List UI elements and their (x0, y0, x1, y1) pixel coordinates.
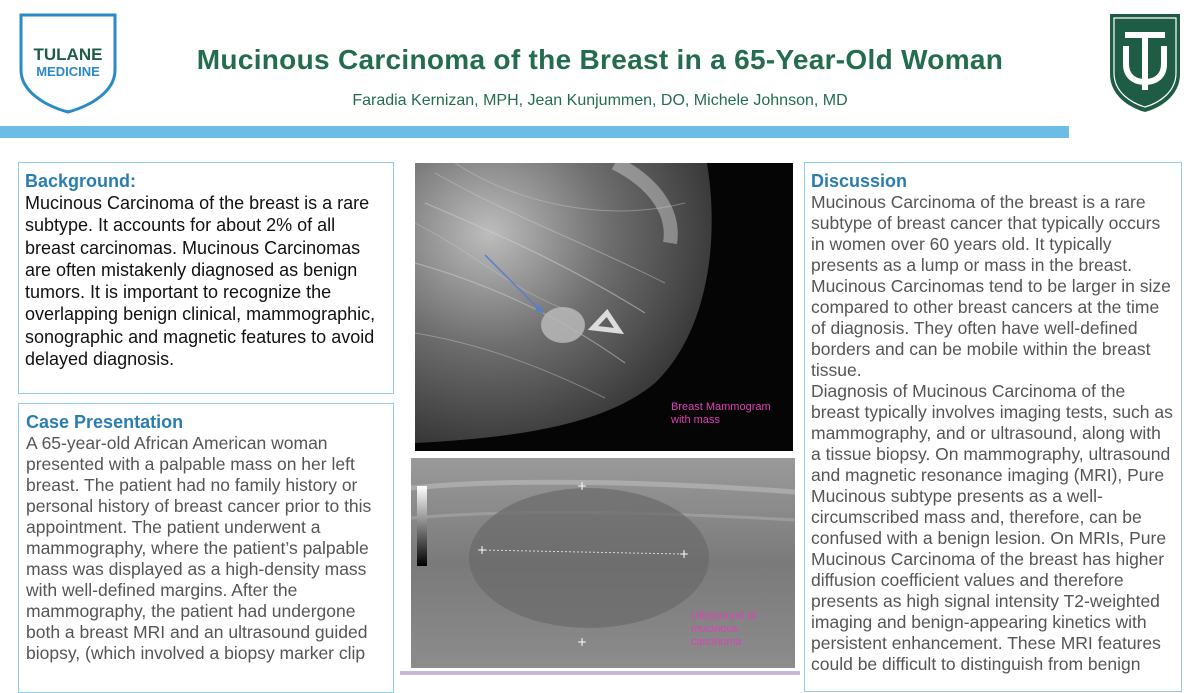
svg-text:+: + (679, 547, 690, 561)
bottom-image-strip (400, 671, 800, 675)
mass-lesion (541, 307, 585, 343)
logo-text-medicine: MEDICINE (36, 64, 100, 79)
background-heading: Background: (25, 171, 137, 191)
case-presentation-heading: Case Presentation (26, 412, 184, 432)
discussion-heading: Discussion (811, 171, 908, 191)
ultrasound-image (411, 458, 795, 668)
svg-text:+: + (477, 543, 488, 557)
case-presentation-panel (18, 403, 394, 693)
mammogram-image (415, 163, 793, 451)
header-divider-band (0, 126, 1069, 138)
svg-text:+: + (577, 479, 588, 493)
poster-title: Mucinous Carcinoma of the Breast in a 65-Year-Old Woman (196, 44, 1004, 75)
logo-text-tulane: TULANE (33, 45, 103, 64)
svg-text:+: + (577, 635, 588, 649)
grayscale-bar (417, 486, 427, 566)
poster-authors: Faradia Kernizan, MPH, Jean Kunjummen, DO, Michele Johnson, MD (352, 92, 848, 109)
mammogram-caption: Breast Mammogram with mass (671, 401, 771, 426)
discussion-text: Mucinous Carcinoma of the breast is a rare subtype of breast cancer that typically occurs in women over 60 years old. It typically presents as a lump or mass in the breast. Mucinous Carcinomas tend to be larger in size compared to other breast cancers at the time of diagnosis. They often have well-defined borders and can be mobile within the breast tissue. Diagnosis of Mucinous Carcinoma of the breast typically involves imaging tests, such as mammography, and or ultrasound, along with a tissue biopsy. On mammography, ultrasound and magnetic resonance imaging (MRI), Pure Mucinous subtype presents as a well-circumscribed mass and, therefore, can be confused with a benign lesion. On MRIs, Pure Mucinous Carcinoma of the breast has higher diffusion coefficient values and therefore presents as high signal intensity T2-weighted imaging and benign-appearing kinetics with persistent enhancement. These MRI features could be difficult to distinguish from benign (811, 192, 1173, 674)
background-text: Mucinous Carcinoma of the breast is a rare subtype. It accounts for about 2% of all breast carcinomas. Mucinous Carcinomas are often mistakenly diagnosed as benign tumors. It is important to recognize the overlapping benign clinical, mammographic, sonographic and magnetic features to avoid delayed diagnosis. (25, 193, 376, 370)
background-panel (18, 162, 394, 394)
ultrasound-lesion (469, 488, 709, 628)
discussion-panel (804, 162, 1182, 692)
tulane-medicine-logo (18, 12, 118, 114)
tulane-shield-emblem (1108, 12, 1182, 114)
case-presentation-text: A 65-year-old African American woman presented with a palpable mass on her left breast. The patient had no family history or personal history of breast cancer prior to this appointment. The patient underwent a mammography, where the patient’s palpable mass was displayed as a high-density mass with well-defined margins. After the mammography, the patient had undergone both a breast MRI and an ultrasound guided biopsy, (which involved a biopsy marker clip (26, 433, 372, 663)
ultrasound-caption: Ultrasound of mucinous carcinoma (691, 610, 757, 648)
